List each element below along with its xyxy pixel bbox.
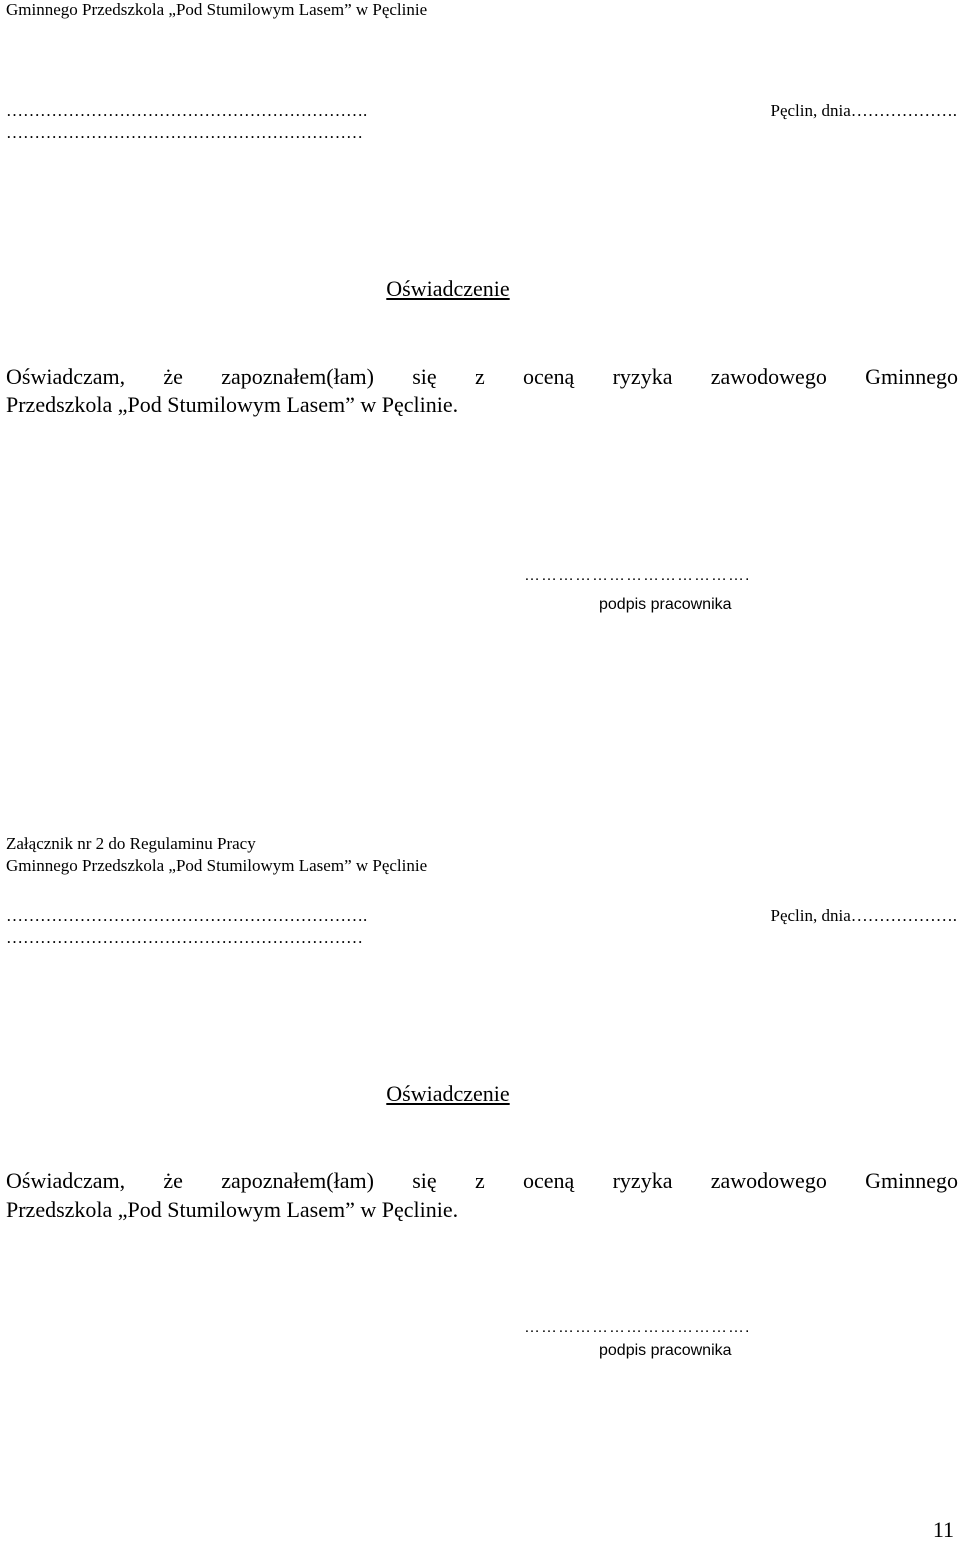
attachment-line: Załącznik nr 2 do Regulaminu Pracy xyxy=(6,834,256,853)
name-dots-line-1: ………………………………………………………. xyxy=(6,101,368,120)
name-dots-line-2: ……………………………………………………… xyxy=(6,928,363,947)
statement-title: Oświadczenie xyxy=(386,1081,510,1106)
date-line: Pęclin, dnia………………. xyxy=(770,906,957,925)
statement-line-1: Oświadczam, że zapoznałem(łam) się z oceną ryzyka zawodowego Gminnego xyxy=(6,364,958,389)
statement-line-1: Oświadczam, że zapoznałem(łam) się z oceną ryzyka zawodowego Gminnego xyxy=(6,1168,958,1193)
name-dots-line-1: ………………………………………………………. xyxy=(6,906,368,925)
name-dots-line-2: ……………………………………………………… xyxy=(6,123,363,142)
signature-dots: …………………………………. xyxy=(524,1319,751,1336)
date-line: Pęclin, dnia………………. xyxy=(770,101,957,120)
signature-label: podpis pracownika xyxy=(599,596,732,613)
header-institution: Gminnego Przedszkola „Pod Stumilowym Lasem” w Pęclinie xyxy=(6,0,428,19)
header-institution: Gminnego Przedszkola „Pod Stumilowym Lasem” w Pęclinie xyxy=(6,856,428,875)
signature-dots: …………………………………. xyxy=(524,567,751,584)
page-number: 11 xyxy=(932,1517,954,1542)
signature-label: podpis pracownika xyxy=(599,1342,732,1359)
statement-line-2: Przedszkola „Pod Stumilowym Lasem” w Pęclinie. xyxy=(6,392,459,417)
statement-line-2: Przedszkola „Pod Stumilowym Lasem” w Pęclinie. xyxy=(6,1197,459,1222)
statement-title: Oświadczenie xyxy=(386,276,510,301)
